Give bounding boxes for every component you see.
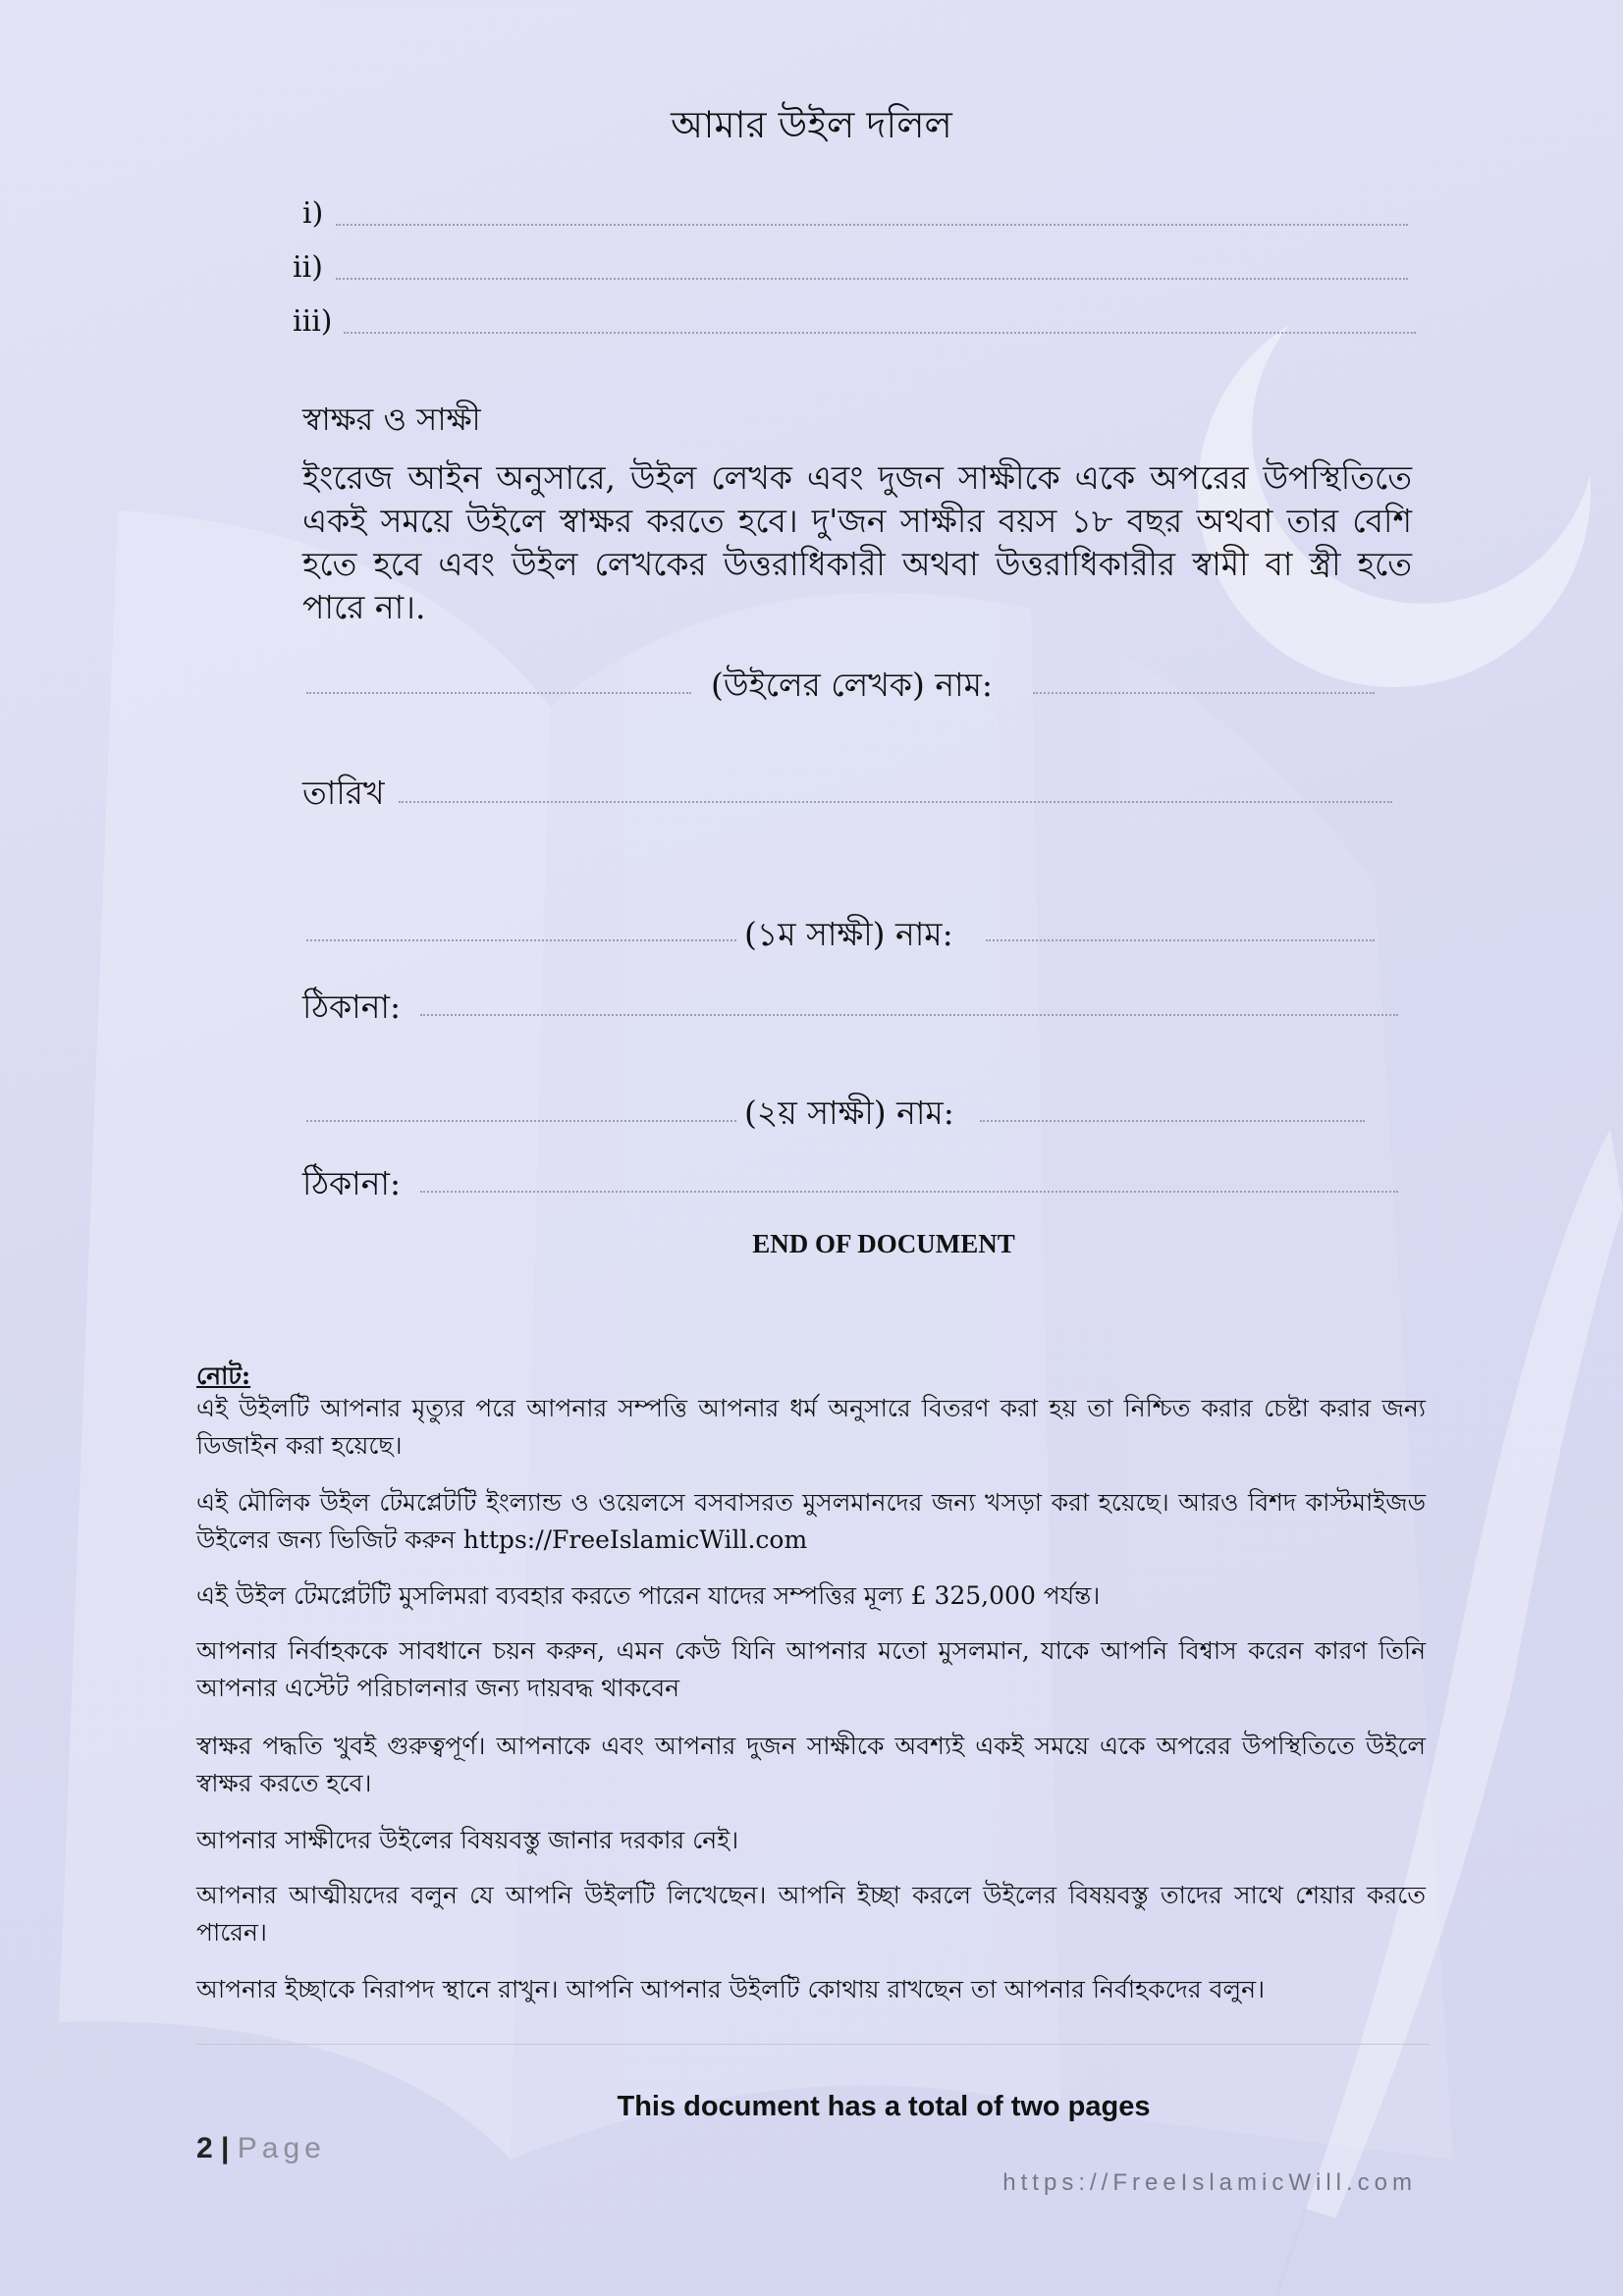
writer-name-line[interactable] — [1033, 692, 1375, 694]
item-number-2: ii) — [293, 250, 323, 285]
item-line-1[interactable] — [336, 224, 1408, 226]
note-item: আপনার ইচ্ছাকে নিরাপদ স্থানে রাখুন। আপনি আপনার উইলটি কোথায় রাখছেন তা আপনার নির্বাহকদের বলুন। — [196, 1975, 1266, 2003]
witness2-name-label: (২য় সাক্ষী) নাম: — [744, 1094, 954, 1132]
page-word: Page — [237, 2132, 326, 2164]
signature-paragraph: ইংরেজ আইন অনুসারে, উইল লেখক এবং দুজন সাক্ষীকে একে অপরের উপস্থিতিতে একই সময়ে উইলে স্বাক্ষর করতে হবে। দু'জন সাক্ষীর বয়স ১৮ বছর অথবা তার বেশি হতে হবে এবং উইল লেখকের উত্তরাধিকারী অথবা উত্তরাধিকারীর স্বামী বা স্ত্রী হতে পারে না।. — [302, 458, 1412, 626]
witness1-address-label: ঠিকানা: — [302, 988, 402, 1026]
website-link[interactable]: https://FreeIslamicWill.com — [1002, 2169, 1417, 2196]
page-number: 2 — [196, 2132, 213, 2164]
footer-divider — [196, 2044, 1430, 2045]
witness2-address-line[interactable] — [420, 1191, 1398, 1193]
item-number-3: iii) — [293, 304, 333, 339]
writer-signature-line[interactable] — [306, 692, 691, 694]
end-of-document: END OF DOCUMENT — [752, 1229, 1015, 1258]
item-line-2[interactable] — [336, 278, 1408, 280]
note-item: স্বাক্ষর পদ্ধতি খুবই গুরুত্বপূর্ণ। আপনাকে এবং আপনার দুজন সাক্ষীকে অবশ্যই একই সময়ে একে অপরের উপস্থিতিতে উইলে স্বাক্ষর করতে হবে। — [196, 1732, 1426, 1797]
page-indicator — [196, 2132, 326, 2165]
page-separator: | — [221, 2132, 230, 2164]
note-item: এই উইল টেমপ্লেটটি মুসলিমরা ব্যবহার করতে পারেন যাদের সম্পত্তির মূল্য £ 325,000 পর্যন্ত। — [196, 1581, 1101, 1610]
witness2-address-label: ঠিকানা: — [302, 1164, 402, 1202]
witness2-name-line[interactable] — [980, 1120, 1365, 1122]
witness1-name-label: (১ম সাক্ষী) নাম: — [744, 915, 953, 953]
date-line[interactable] — [399, 801, 1392, 803]
note-item: এই উইলটি আপনার মৃত্যুর পরে আপনার সম্পত্তি আপনার ধর্ম অনুসারে বিতরণ করা হয় তা নিশ্চিত করার চেষ্টা করার জন্য ডিজাইন করা হয়েছে। — [196, 1394, 1426, 1460]
notes-title: নোট: — [196, 1362, 251, 1390]
note-item: এই মৌলিক উইল টেমপ্লেটটি ইংল্যান্ড ও ওয়েলসে বসবাসরত মুসলমানদের জন্য খসড়া করা হয়েছে। আরও বিশদ কাস্টমাইজড উইলের জন্য ভিজিট করুন https://FreeIslamicWill.com — [196, 1488, 1426, 1554]
note-item: আপনার নির্বাহককে সাবধানে চয়ন করুন, এমন কেউ যিনি আপনার মতো মুসলমান, যাকে আপনি বিশ্বাস করেন কারণ তিনি আপনার এস্টেট পরিচালনার জন্য দায়বদ্ধ থাকবেন — [196, 1636, 1426, 1702]
total-pages-note: This document has a total of two pages — [617, 2091, 1151, 2122]
page-title: আমার উইল দলিল — [671, 103, 952, 146]
item-number-1: i) — [302, 196, 324, 231]
witness1-signature-line[interactable] — [306, 939, 736, 941]
note-item: আপনার সাক্ষীদের উইলের বিষয়বস্তু জানার দরকার নেই। — [196, 1826, 739, 1854]
writer-name-label: (উইলের লেখক) নাম: — [711, 666, 994, 704]
signature-heading: স্বাক্ষর ও সাক্ষী — [302, 400, 481, 438]
note-item: আপনার আত্মীয়দের বলুন যে আপনি উইলটি লিখেছেন। আপনি ইচ্ছা করলে উইলের বিষয়বস্তু তাদের সাথে শেয়ার করতে পারেন। — [196, 1881, 1426, 1947]
item-line-3[interactable] — [344, 332, 1416, 334]
witness1-name-line[interactable] — [986, 939, 1375, 941]
date-label: তারিখ — [302, 774, 385, 812]
witness2-signature-line[interactable] — [306, 1120, 736, 1122]
witness1-address-line[interactable] — [420, 1014, 1398, 1016]
